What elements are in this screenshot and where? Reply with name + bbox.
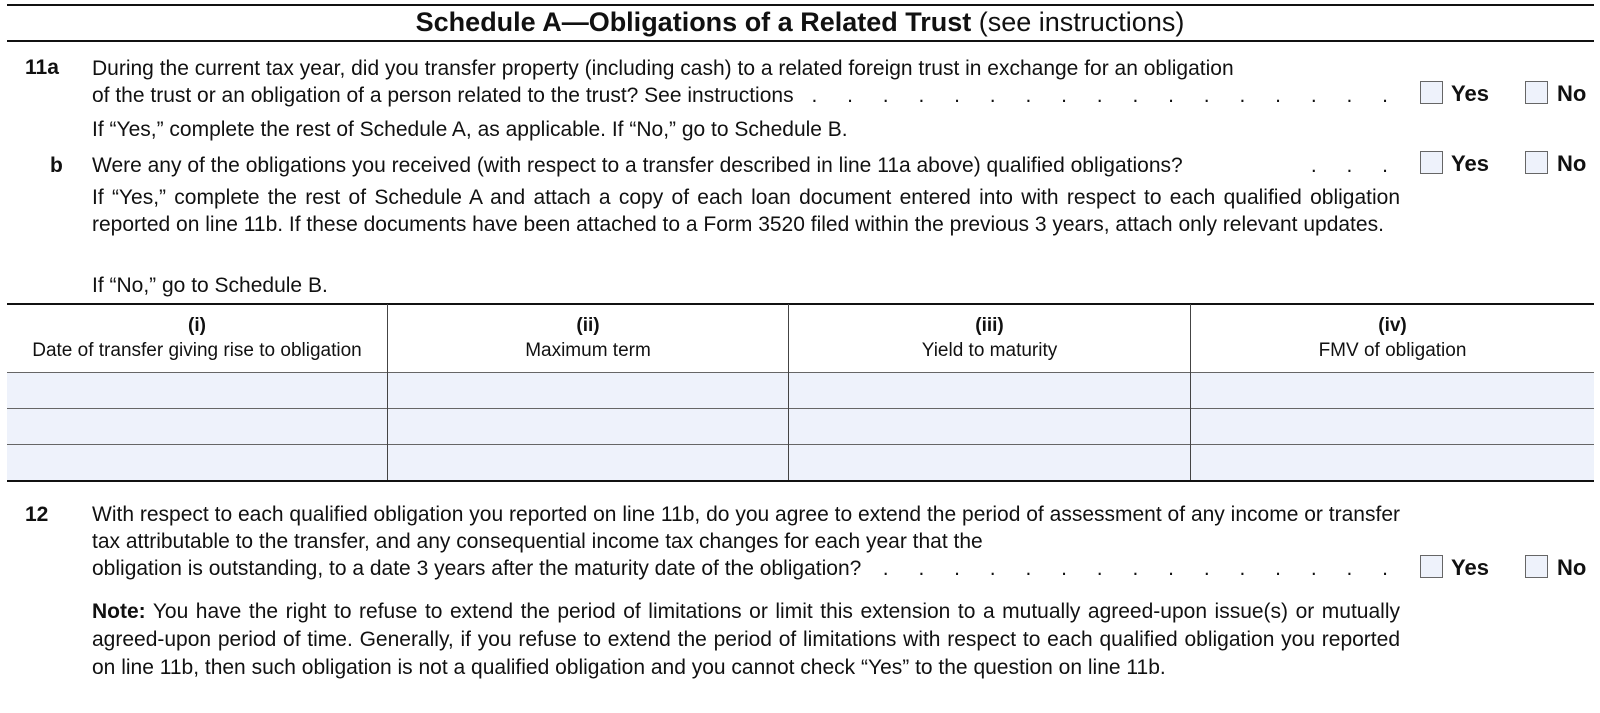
line-11a-question [92,55,1400,109]
line-12-note [92,598,1400,682]
schedule-title-note: (see instructions) [971,7,1185,37]
line-11b-number: b [50,154,63,177]
line-12-question-last-line [92,555,1400,582]
line-11b-yes-checkbox[interactable] [1420,151,1443,174]
table-row [7,409,1594,445]
line-12-question-lines: With respect to each qualified obligation you reported on line 11b, do you agree to extend the period of assessment of any income or transfer tax attributable to the transfer, and any consequential income tax changes for each year that the [92,503,1400,553]
note-heading: Note: [92,600,146,623]
schedule-title-bold: Schedule A—Obligations of a Related Trust [415,7,972,37]
line-12-question [92,501,1400,582]
line-11a-question-line1: During the current tax year, did you transfer property (including cash) to a related foreign trust in exchange for an obligation [92,57,1234,80]
line-11a-question-line2 [92,82,1400,109]
line-11b-question-row [92,152,1400,179]
fmv-of-obligation-field[interactable] [1191,445,1595,482]
line-12-yes-checkbox[interactable] [1420,555,1443,578]
line-11b-no-checkbox[interactable] [1525,151,1548,174]
line-11a-number: 11a [25,56,59,79]
line-12-yes-label: Yes [1451,555,1489,580]
table-row [7,445,1594,482]
line-11a-no-label: No [1557,81,1587,106]
column-header-iv [1191,304,1595,373]
column-number: (ii) [576,315,600,336]
date-of-transfer-field[interactable] [7,409,388,445]
line-12-dot-leader: . . . . . . . . . . . . . . . [882,557,1400,580]
title-underline [7,40,1594,42]
maximum-term-field[interactable] [388,409,789,445]
date-of-transfer-field[interactable] [7,445,388,482]
yield-to-maturity-field[interactable] [789,445,1191,482]
column-label: FMV of obligation [1318,340,1467,361]
line-11a-dot-leader: . . . . . . . . . . . . . . . . . [811,84,1400,107]
line-12-no-label: No [1557,555,1587,580]
line-11a-no-checkbox[interactable] [1525,81,1548,104]
line-11a-question-text: of the trust or an obligation of a person related to the trust? See instructions [92,84,794,107]
schedule-title [0,4,1600,40]
line-11a-instruction: If “Yes,” complete the rest of Schedule A, as applicable. If “No,” go to Schedule B. [92,118,848,141]
line-12-number: 12 [25,503,49,526]
column-header-iii [789,304,1191,373]
table-row [7,373,1594,409]
column-header-i [7,304,388,373]
line-11a-yes-label: Yes [1451,81,1489,106]
yield-to-maturity-field[interactable] [789,373,1191,409]
line-11b-dot-leader: . . . [1310,154,1400,177]
line-11b-question [92,152,1400,179]
line-11a-yes-checkbox[interactable] [1420,81,1443,104]
column-header-ii [388,304,789,373]
fmv-of-obligation-field[interactable] [1191,373,1595,409]
line-12-no-checkbox[interactable] [1525,555,1548,578]
line-11b-instruction: If “Yes,” complete the rest of Schedule A and attach a copy of each loan document entered into with respect to each qualified obligation reported on line 11b. If these documents have been attached to a Form 3520 filed within the previous 3 years, attach only relevant updates. [92,186,1400,236]
line-12-question-text: obligation is outstanding, to a date 3 years after the maturity date of the obligation? [92,557,862,580]
column-label: Maximum term [525,340,651,361]
column-number: (i) [188,315,206,336]
table-header-row [7,304,1594,373]
column-label: Date of transfer giving rise to obligation [32,340,362,361]
note-text: You have the right to refuse to extend the period of limitations or limit this extension to a mutually agreed-upon issue(s) or mutually agreed-upon period of time. Generally, if you refuse to extend the period of limitations with respect to each qualified obligation you reported on line 11b, then such obligation is not a qualified obligation and you cannot check “Yes” to the question on line 11b. [92,600,1400,679]
line-11b-question-text: Were any of the obligations you received (with respect to a transfer described in line 11a above) qualified obligations? [92,154,1183,177]
line-11b-instruction-no: If “No,” go to Schedule B. [92,274,328,297]
fmv-of-obligation-field[interactable] [1191,409,1595,445]
maximum-term-field[interactable] [388,373,789,409]
line-11b-yes-label: Yes [1451,151,1489,176]
column-number: (iii) [975,315,1004,336]
column-label: Yield to maturity [921,340,1058,361]
date-of-transfer-field[interactable] [7,373,388,409]
yield-to-maturity-field[interactable] [789,409,1191,445]
line-11b-no-label: No [1557,151,1587,176]
obligations-table [7,304,1594,482]
column-number: (iv) [1378,315,1407,336]
maximum-term-field[interactable] [388,445,789,482]
